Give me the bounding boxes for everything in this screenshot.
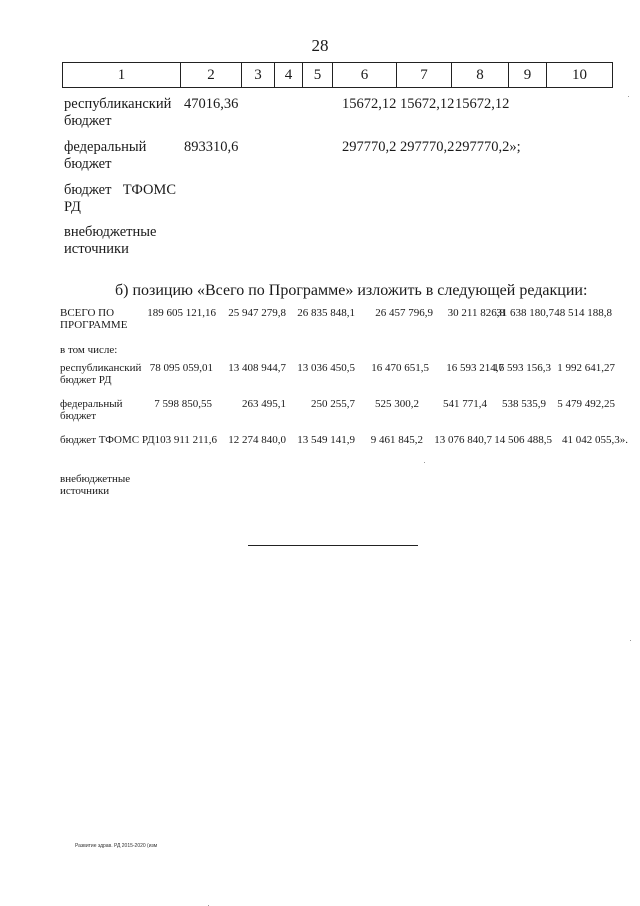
column-header-10: 10 (547, 63, 613, 88)
cell-year6: 5 479 492,25 (557, 398, 615, 410)
cell-year2: 13 036 450,5 (297, 362, 355, 374)
cell-col2: 47016,36 (184, 96, 239, 112)
column-header-8: 8 (452, 63, 509, 88)
cell-year6: 41 042 055,3». (562, 434, 628, 446)
row-label: бюджет ТФОМС РД (60, 434, 155, 446)
footer-note: Развитие здрав. РД 2015-2020 (изм (75, 843, 158, 849)
cell-year5: 538 535,9 (502, 398, 546, 410)
cell-col2: 893310,6 (184, 139, 239, 155)
cell-total: 103 911 211,6 (154, 434, 217, 446)
cell-total: 7 598 850,55 (154, 398, 212, 410)
cell-year1: 263 495,1 (242, 398, 286, 410)
cell-year4: 541 771,4 (443, 398, 487, 410)
cell-col8: 15672,12 (455, 96, 510, 112)
including-label: в том числе: (60, 344, 118, 356)
cell-col6: 15672,12 (342, 96, 397, 112)
column-header-9: 9 (509, 63, 547, 88)
cell-col8: 297770,2»; (455, 139, 521, 155)
row-label: республиканский бюджет РД (60, 362, 142, 386)
row-label: республиканский бюджет (64, 96, 172, 129)
cell-year4: 16 593 214,7 (446, 362, 504, 374)
cell-year3: 525 300,2 (375, 398, 419, 410)
cell-year3: 9 461 845,2 (370, 434, 423, 446)
cell-year2: 26 835 848,1 (297, 307, 355, 319)
extrabudget-label: внебюджетные источники (60, 473, 131, 497)
closing-rule (248, 545, 418, 546)
cell-year3: 26 457 796,9 (375, 307, 433, 319)
row-label: бюджет ТФОМС РД (64, 182, 176, 215)
column-header-3: 3 (242, 63, 275, 88)
cell-year5: 16 593 156,3 (493, 362, 551, 374)
cell-year1: 13 408 944,7 (228, 362, 286, 374)
scan-speck (630, 640, 631, 641)
cell-year4: 13 076 840,7 (434, 434, 492, 446)
row-label: федеральный бюджет (60, 398, 123, 422)
column-header-1: 1 (63, 63, 181, 88)
cell-year1: 25 947 279,8 (228, 307, 286, 319)
scan-speck (424, 462, 425, 463)
cell-total: 78 095 059,01 (149, 362, 213, 374)
cell-year2: 13 549 141,9 (297, 434, 355, 446)
section-b-heading: б) позицию «Всего по Программе» изложить в следующей редакции: (115, 282, 588, 299)
cell-year1: 12 274 840,0 (228, 434, 286, 446)
cell-col7: 15672,12 (400, 96, 455, 112)
cell-year3: 16 470 651,5 (371, 362, 429, 374)
row-label: внебюджетные источники (64, 224, 157, 257)
column-header-7: 7 (397, 63, 452, 88)
cell-year4: 30 211 826,8 (447, 307, 505, 319)
cell-year5: 14 506 488,5 (494, 434, 552, 446)
cell-year6: 48 514 188,8 (554, 307, 612, 319)
page-number: 28 (311, 36, 329, 55)
cell-year6: 1 992 641,27 (557, 362, 615, 374)
cell-total: 189 605 121,16 (147, 307, 216, 319)
column-header-table (62, 62, 613, 88)
cell-col7: 297770,2 (400, 139, 455, 155)
column-header-6: 6 (333, 63, 397, 88)
cell-year5: 31 638 180,7 (496, 307, 554, 319)
scan-speck (628, 96, 629, 97)
row-label: федеральный бюджет (64, 139, 147, 172)
column-header-5: 5 (303, 63, 333, 88)
row-label: ВСЕГО ПО ПРОГРАММЕ (60, 307, 128, 331)
cell-year2: 250 255,7 (311, 398, 355, 410)
column-header-4: 4 (275, 63, 303, 88)
column-header-2: 2 (181, 63, 242, 88)
cell-col6: 297770,2 (342, 139, 397, 155)
